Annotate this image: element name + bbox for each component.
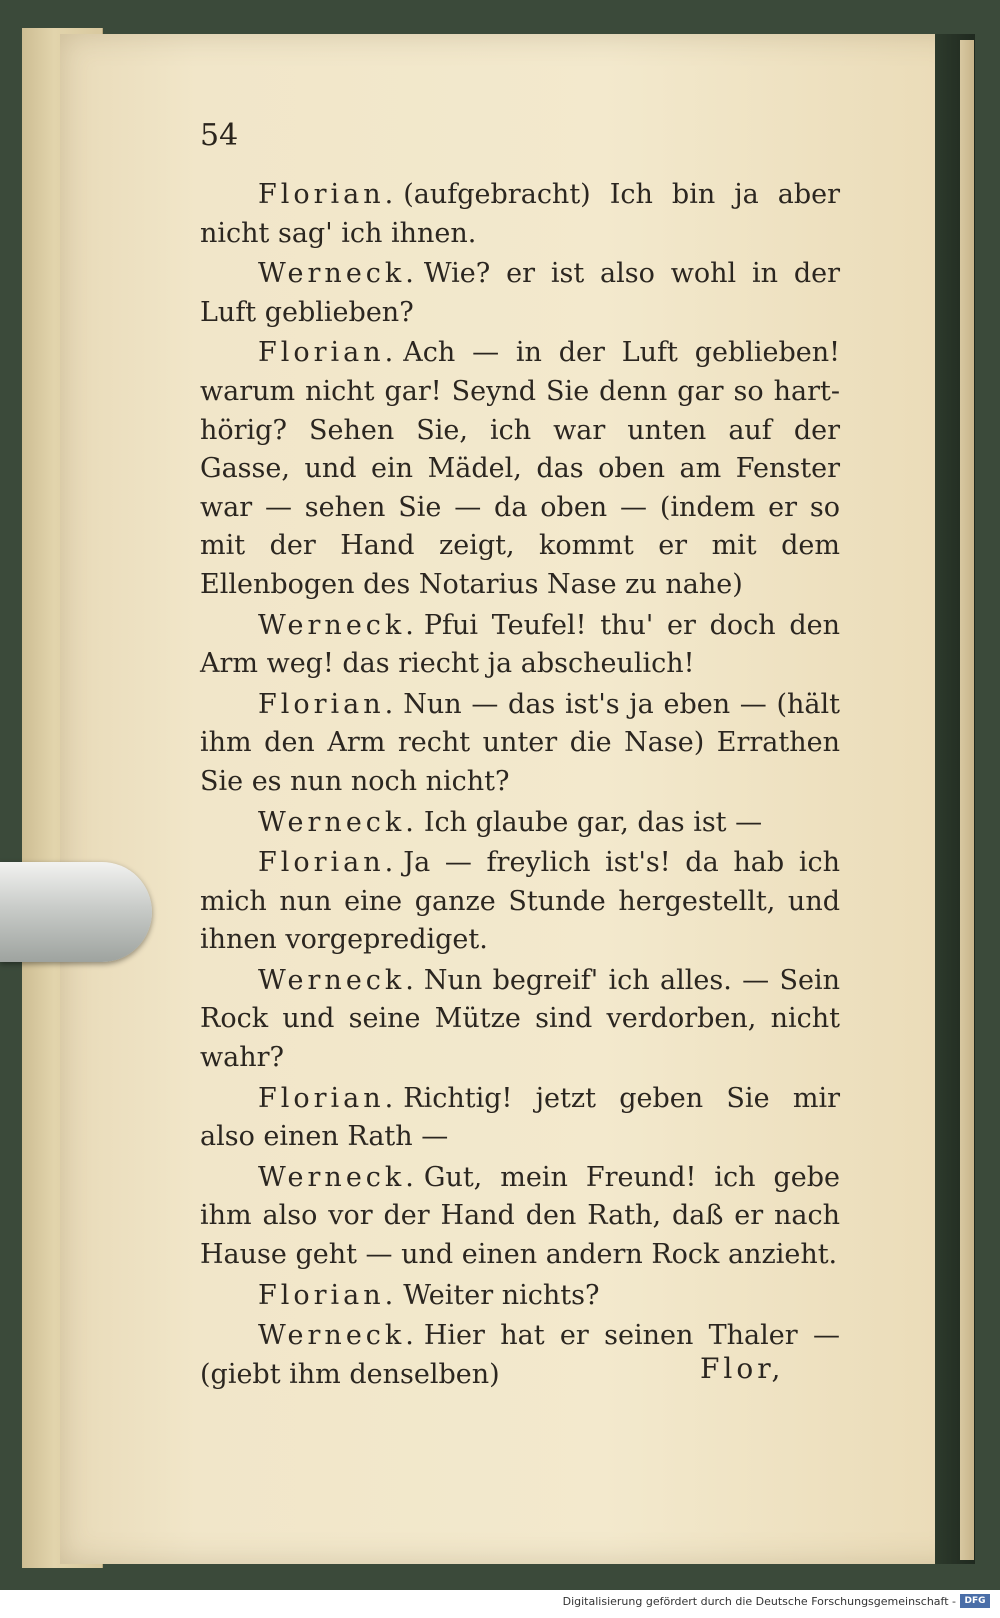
paragraph-text: Wie? er ist also wohl in der Luft geblieben? (200, 258, 840, 328)
paragraph-text: Pfui Teufel! thu' er doch den Arm weg! das riecht ja abscheulich! (200, 609, 840, 680)
paragraph (200, 607, 840, 684)
paragraph (200, 804, 840, 843)
paragraph-text: Gut, mein Freund! ich gebe ihm also vor der Hand den Rath, daß er nach Hause geht — und einen andern Rock anzieht. (200, 1161, 840, 1271)
paragraph (200, 844, 840, 960)
paragraph-text: Weiter nichts? (403, 1279, 600, 1311)
speaker-name: Florian. (258, 337, 398, 369)
speaker-name: Werneck. (258, 1320, 418, 1352)
paragraph-text: (aufgebracht) Ich bin ja aber nicht sag' ich ihnen. (200, 179, 840, 249)
paragraph-text: Ja — freylich ist's! da hab ich mich nun eine ganze Stunde hergestellt, und ihnen vorgeprediget. (200, 847, 840, 956)
speaker-name: Werneck. (258, 258, 418, 290)
paragraph (200, 1277, 840, 1316)
page-number: 54 (200, 118, 239, 153)
speaker-name: Werneck. (258, 1161, 418, 1193)
paragraph (200, 1159, 840, 1275)
speaker-name: Florian. (258, 1279, 398, 1311)
speaker-name: Werneck. (258, 609, 418, 641)
speaker-name: Florian. (258, 688, 398, 720)
paragraph-text: Ach — in der Luft geblieben! warum nicht gar! Seynd Sie denn gar so hart-hörig? Sehen Sie, ich war unten auf der Gasse, und ein Mädel, das oben am Fenster war — sehen Sie — da oben — (indem er so mit der Hand zeigt, kommt er mit dem Ellenbogen des Notarius Nase zu nahe) (200, 337, 840, 600)
paragraph (200, 334, 840, 604)
catchword: Flor, (700, 1352, 785, 1385)
paragraph-text: Ich glaube gar, das ist — (423, 806, 763, 838)
speaker-name: Florian. (258, 847, 398, 879)
speaker-name: Florian. (258, 1082, 398, 1114)
speaker-name: Werneck. (258, 806, 418, 838)
paragraph-text: Richtig! jetzt geben Sie mir also einen Rath — (200, 1082, 840, 1153)
paragraph-text: Nun — das ist's ja eben — (hält ihm den Arm recht unter die Nase) Errathen Sie es nun noch nicht? (200, 688, 840, 797)
paragraph (200, 1080, 840, 1157)
paragraph (200, 176, 840, 253)
paragraph-text: Nun begreif' ich alles. — Sein Rock und seine Mütze sind verdorben, nicht wahr? (200, 964, 840, 1074)
paragraph (200, 962, 840, 1078)
paragraph (200, 255, 840, 332)
digitization-credit: Digitalisierung gefördert durch die Deutsche Forschungsgemeinschaft - (562, 1595, 956, 1608)
dfg-logo-icon: DFG (960, 1594, 990, 1608)
paragraph-text: Hier hat er seinen Thaler — (giebt ihm denselben) (200, 1320, 840, 1390)
speaker-name: Florian. (258, 179, 398, 210)
paragraph (200, 686, 840, 802)
speaker-name: Werneck. (258, 964, 418, 996)
facing-page-edge (960, 40, 974, 1560)
dialogue-text (200, 176, 840, 1396)
page-holder-clip (0, 862, 152, 962)
